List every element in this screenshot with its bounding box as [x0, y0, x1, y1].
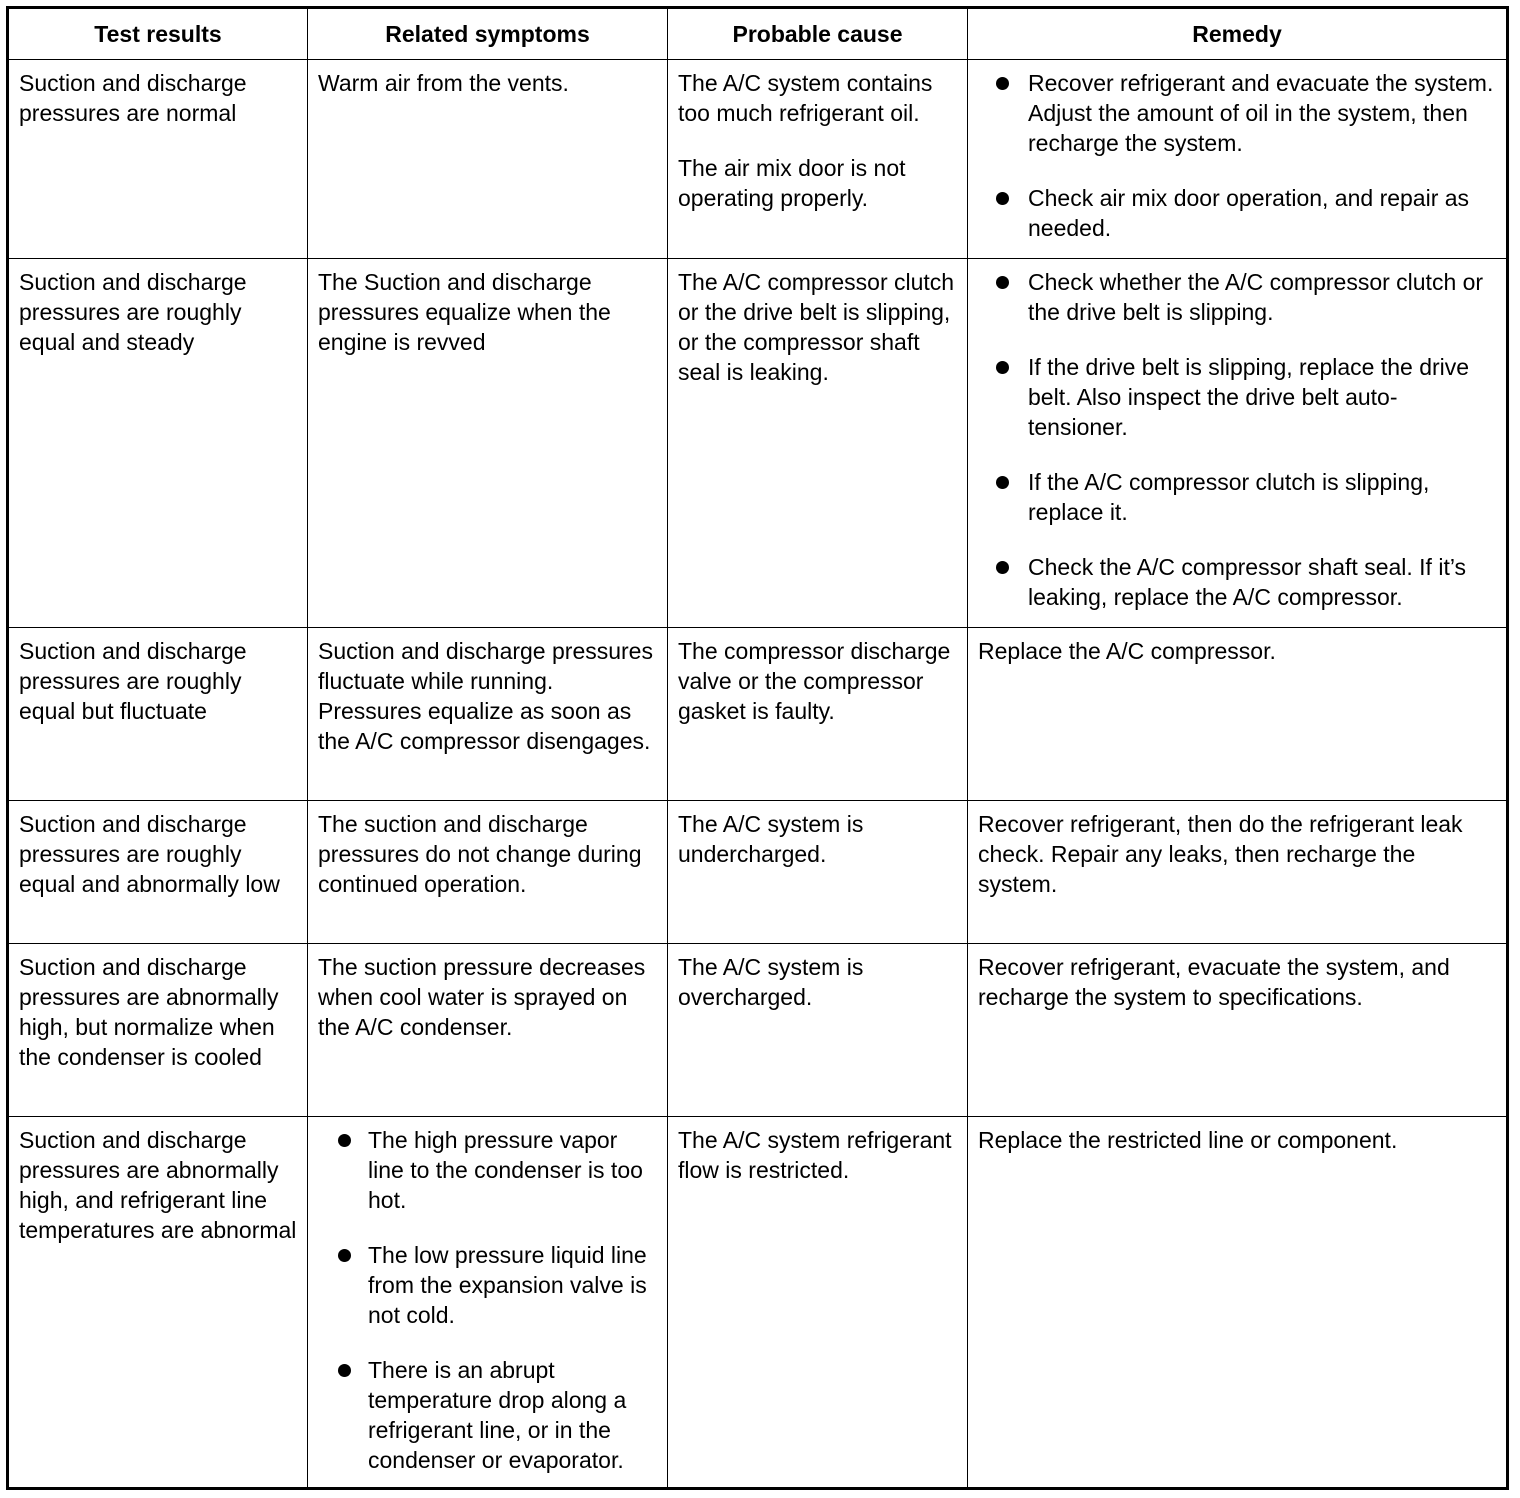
remedy-item	[978, 68, 1496, 158]
remedy-cell	[968, 944, 1508, 1117]
cause-cell	[668, 801, 968, 944]
header-row	[8, 8, 1508, 60]
test-result-cell: Suction and discharge pressures are abnormally high, but normalize when the condenser is cooled	[8, 944, 308, 1117]
remedy-text: Replace the A/C compressor.	[978, 638, 1276, 664]
remedy-text: Check air mix door operation, and repair as needed.	[1028, 185, 1470, 241]
cause-text: The A/C system is overcharged.	[678, 954, 864, 1010]
cause-text: The air mix door is not operating properly.	[678, 155, 906, 211]
cause-text: The A/C system contains too much refrigerant oil.	[678, 70, 933, 126]
symptom-cell	[308, 944, 668, 1117]
bullet-icon	[338, 1364, 351, 1377]
remedy-text: Check the A/C compressor shaft seal. If it’s leaking, replace the A/C compressor.	[1028, 554, 1467, 610]
bullet-icon	[338, 1134, 351, 1147]
symptom-text: The high pressure vapor line to the condenser is too hot.	[368, 1127, 643, 1213]
cause-cell	[668, 259, 968, 628]
symptom-list	[318, 1125, 657, 1475]
table-row	[8, 801, 1508, 944]
symptom-text: The low pressure liquid line from the expansion valve is not cold.	[368, 1242, 647, 1328]
remedy-text: Replace the restricted line or component.	[978, 1127, 1398, 1153]
test-result-cell: Suction and discharge pressures are roughly equal but fluctuate	[8, 628, 308, 801]
remedy-item	[978, 267, 1496, 327]
cause-cell	[668, 1117, 968, 1489]
symptom-cell	[308, 1117, 668, 1489]
test-result-cell: Suction and discharge pressures are roughly equal and steady	[8, 259, 308, 628]
cause-cell	[668, 944, 968, 1117]
symptom-item	[318, 1125, 657, 1215]
symptom-text: Suction and discharge pressures fluctuate while running. Pressures equalize as soon as the A/C compressor disengages.	[318, 638, 653, 754]
remedy-list	[978, 267, 1496, 612]
header-remedy: Remedy	[968, 8, 1508, 60]
table-row	[8, 628, 1508, 801]
symptom-cell	[308, 801, 668, 944]
remedy-cell	[968, 801, 1508, 944]
table-row	[8, 1117, 1508, 1489]
symptom-text: There is an abrupt temperature drop along a refrigerant line, or in the condenser or evaporator.	[368, 1357, 627, 1473]
remedy-cell	[968, 628, 1508, 801]
remedy-list	[978, 68, 1496, 243]
cause-cell	[668, 628, 968, 801]
cause-text: The A/C compressor clutch or the drive belt is slipping, or the compressor shaft seal is leaking.	[678, 269, 955, 385]
table-row	[8, 259, 1508, 628]
symptom-item	[318, 1240, 657, 1330]
bullet-icon	[338, 1249, 351, 1262]
remedy-text: Recover refrigerant, then do the refrigerant leak check. Repair any leaks, then recharge the system.	[978, 811, 1463, 897]
symptom-text: The suction and discharge pressures do not change during continued operation.	[318, 811, 642, 897]
header-related-symptoms: Related symptoms	[308, 8, 668, 60]
symptom-cell	[308, 259, 668, 628]
bullet-icon	[996, 561, 1009, 574]
cause-cell	[668, 60, 968, 259]
remedy-item	[978, 467, 1496, 527]
remedy-cell	[968, 1117, 1508, 1489]
remedy-text: Check whether the A/C compressor clutch or the drive belt is slipping.	[1028, 269, 1484, 325]
symptom-text: Warm air from the vents.	[318, 70, 569, 96]
bullet-icon	[996, 276, 1009, 289]
bullet-icon	[996, 192, 1009, 205]
test-result-cell: Suction and discharge pressures are abnormally high, and refrigerant line temperatures are abnormal	[8, 1117, 308, 1489]
cause-text: The A/C system refrigerant flow is restricted.	[678, 1127, 952, 1183]
bullet-icon	[996, 476, 1009, 489]
remedy-item	[978, 183, 1496, 243]
table-row	[8, 944, 1508, 1117]
bullet-icon	[996, 361, 1009, 374]
test-result-cell: Suction and discharge pressures are normal	[8, 60, 308, 259]
cause-text: The A/C system is undercharged.	[678, 811, 864, 867]
remedy-item	[978, 552, 1496, 612]
remedy-text: If the A/C compressor clutch is slipping, replace it.	[1028, 469, 1430, 525]
header-probable-cause: Probable cause	[668, 8, 968, 60]
symptom-cell	[308, 60, 668, 259]
cause-text: The compressor discharge valve or the compressor gasket is faulty.	[678, 638, 951, 724]
bullet-icon	[996, 77, 1009, 90]
symptom-text: The Suction and discharge pressures equalize when the engine is revved	[318, 269, 611, 355]
header-test-results: Test results	[8, 8, 308, 60]
test-result-cell: Suction and discharge pressures are roughly equal and abnormally low	[8, 801, 308, 944]
remedy-item	[978, 352, 1496, 442]
remedy-cell	[968, 60, 1508, 259]
remedy-cell	[968, 259, 1508, 628]
table-row	[8, 60, 1508, 259]
symptom-item	[318, 1355, 657, 1475]
symptom-text: The suction pressure decreases when cool water is sprayed on the A/C condenser.	[318, 954, 646, 1040]
remedy-text: If the drive belt is slipping, replace the drive belt. Also inspect the drive belt auto-tensioner.	[1028, 354, 1470, 440]
symptom-cell	[308, 628, 668, 801]
troubleshooting-table	[6, 6, 1509, 1490]
remedy-text: Recover refrigerant, evacuate the system, and recharge the system to specifications.	[978, 954, 1450, 1010]
remedy-text: Recover refrigerant and evacuate the system. Adjust the amount of oil in the system, then recharge the system.	[1028, 70, 1494, 156]
